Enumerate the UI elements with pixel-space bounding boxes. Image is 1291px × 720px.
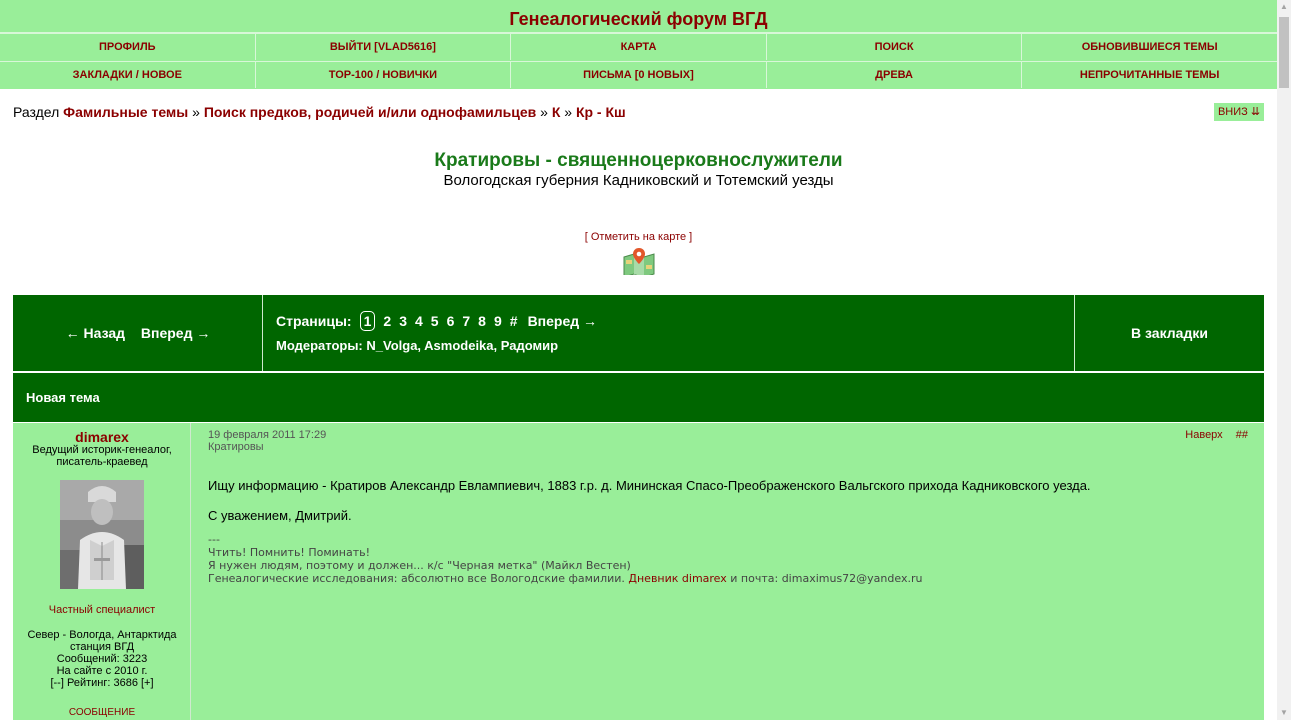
back-link[interactable]: ← Назад [65,325,126,341]
nav-top100[interactable]: TOP-100 / НОВИЧКИ [255,62,511,88]
rating-value: Рейтинг: 3686 [66,677,138,689]
breadcrumb-separator: » [192,104,200,120]
rating-plus-button[interactable]: [+] [141,677,154,689]
pagination-cell [263,295,1075,371]
nav-map[interactable]: КАРТА [510,34,766,60]
breadcrumb-separator: » [540,104,548,120]
pages-next-link[interactable]: Вперед → [527,313,598,329]
page-scrollbar[interactable] [1277,0,1291,720]
page-link-current[interactable]: 1 [360,311,376,331]
post-tag: Кратировы [208,441,264,453]
post-text: Ищу информацию - Кратиров Александр Евлампиевич, 1883 г.р. д. Мининская Спасо-Преображенского Вальгского прихода Кадниковского уезда. [208,478,1091,493]
pages-label: Страницы: [276,313,352,329]
breadcrumb-item-letter-k[interactable]: К [551,104,561,120]
signature-email: и почта: dimaximus72@yandex.ru [730,572,923,585]
map-icon[interactable] [623,247,655,275]
avatar[interactable] [60,480,144,589]
page-link[interactable]: 4 [414,313,423,329]
breadcrumb-item-kr-ksh[interactable]: Кр - Кш [575,104,626,120]
signature-line [208,572,922,585]
author-desc-line: писатель-краевед [56,456,148,468]
author-location: станция ВГД [69,641,135,653]
page-link[interactable]: 6 [446,313,455,329]
author-name[interactable]: dimarex [75,429,129,445]
nav-updated-topics[interactable]: ОБНОВИВШИЕСЯ ТЕМЫ [1021,34,1277,60]
breadcrumb-item-family-topics[interactable]: Фамильные темы [63,104,189,120]
last-page-link[interactable]: # [509,313,518,329]
page-link[interactable]: 8 [478,313,486,329]
pagination [276,311,597,331]
page-link[interactable]: 5 [430,313,439,329]
nav-profile[interactable]: ПРОФИЛЬ [99,41,156,53]
author-rank: Частный специалист [48,604,156,616]
nav-letters[interactable]: ПИСЬМА [0 НОВЫХ] [510,62,766,88]
mark-on-map-link[interactable]: [ Отметить на карте ] [584,231,693,243]
nav-logout[interactable]: ВЫЙТИ [VLAD5616] [255,34,511,60]
page-link[interactable]: 9 [493,313,502,329]
breadcrumb-item-search-ancestors[interactable]: Поиск предков, родичей и/или однофамильцев [203,104,537,120]
author-message-count: Сообщений: 3223 [56,653,148,665]
page-link[interactable]: 3 [399,313,407,329]
page-link[interactable]: 7 [462,313,471,329]
new-topic-link[interactable]: Новая тема [26,390,100,405]
author-location: Север - Вологда, Антарктида [27,629,177,641]
topic-nav-bar [13,295,1264,371]
anchor-link[interactable]: ## [1235,429,1248,441]
post-body [208,423,1248,720]
bookmark-button[interactable]: В закладки [1131,325,1208,341]
back-forward-cell [13,295,263,371]
author-rating [13,677,191,689]
scroll-down-button[interactable]: ВНИЗ ⇊ [1214,103,1264,121]
post-date: 19 февраля 2011 17:29 [208,429,327,441]
topic-subtitle: Вологодская губерния Кадниковский и Тотемский уезды [443,172,834,189]
forward-link[interactable]: Вперед → [140,325,211,341]
nav-bookmarks[interactable]: ЗАКЛАДКИ / НОВОЕ [72,69,182,81]
site-header [0,0,1277,89]
topic-title: Кратировы - священноцерковнослужители [434,150,843,171]
breadcrumb-prefix: Раздел [13,104,60,120]
rating-minus-button[interactable]: [--] [50,677,64,689]
signature-separator: --- [208,533,220,546]
post-regards: С уважением, Дмитрий. [208,508,352,523]
back-forward-links [13,325,263,341]
signature-text: Генеалогические исследования: абсолютно все Вологодские фамилии. [208,572,625,585]
scroll-up-arrow-icon[interactable]: ▲ [1280,2,1288,11]
to-top-link[interactable]: Наверх [1185,429,1223,441]
author-since: На сайте с 2010 г. [56,665,148,677]
nav-row-1 [0,33,1277,60]
author-info [13,629,191,689]
post-actions [1175,429,1248,441]
page-link[interactable]: 2 [383,313,392,329]
signature-line: Чтить! Помнить! Поминать! [208,546,371,559]
post-author-panel [13,423,191,720]
post [13,423,1264,720]
signature-line: Я нужен людям, поэтому и должен... к/с "Черная метка" (Майкл Вестен) [208,559,631,572]
nav-search[interactable]: ПОИСК [766,34,1022,60]
author-desc-line: Ведущий историк-генеалог, [32,444,172,456]
author-description [13,444,191,468]
new-topic-bar [13,373,1264,422]
breadcrumb-separator: » [564,104,573,120]
signature [208,533,922,585]
breadcrumb [13,104,626,120]
send-message-link[interactable]: СООБЩЕНИЕ [68,707,136,718]
diary-link[interactable]: Дневник dimarex [628,572,727,585]
nav-unread-topics[interactable]: НЕПРОЧИТАННЫЕ ТЕМЫ [1021,62,1277,88]
moderators: Модераторы: N_Volga, Asmodeika, Радомир [276,338,559,353]
site-title[interactable]: Генеалогический форум ВГД [0,0,1277,33]
scroll-down-arrow-icon[interactable]: ▼ [1280,708,1288,717]
nav-row-2 [0,61,1277,88]
bookmark-cell [1075,295,1264,371]
scrollbar-thumb[interactable] [1279,17,1289,88]
nav-trees[interactable]: ДРЕВА [766,62,1022,88]
